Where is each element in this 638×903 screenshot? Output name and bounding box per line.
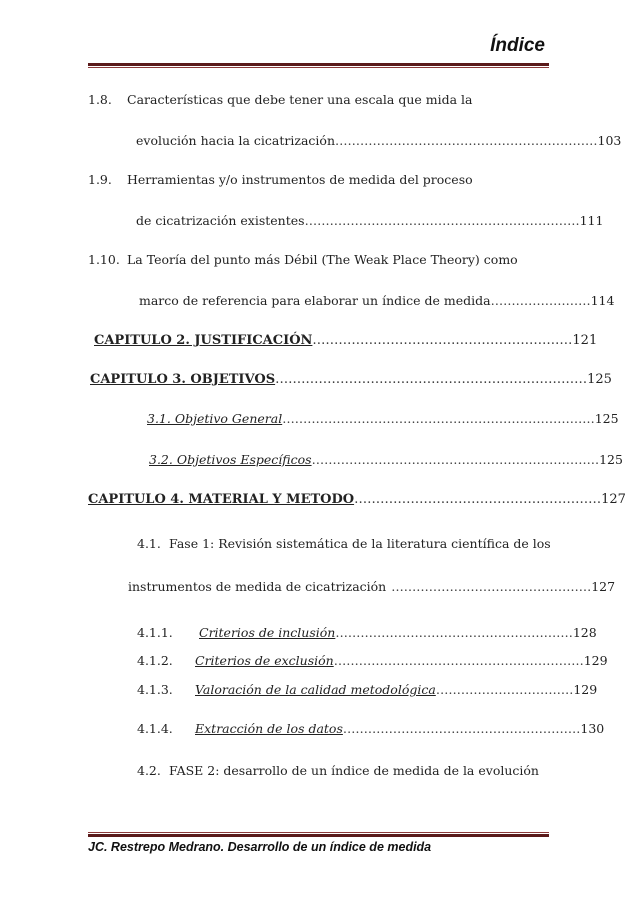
header-divider-thin (88, 67, 549, 68)
toc-page-number: 125 (599, 452, 623, 467)
toc-page-number: 129 (573, 682, 598, 697)
toc-leader-dots: ………………………………………………… (342, 721, 581, 736)
toc-entry-4-1-4-number: 4.1.4. (137, 721, 173, 736)
toc-entry-4-2-number: 4.2. (137, 763, 161, 778)
toc-leader-dots: …………………………… (435, 682, 574, 697)
toc-entry-3-1[interactable] (147, 411, 619, 427)
toc-entry-4-1-title-line2: instrumentos de medida de cicatrización (128, 579, 387, 594)
toc-entry-1-10-number: 1.10. (88, 252, 120, 267)
toc-leader-dots: …………………… (490, 293, 591, 308)
toc-entry-4-1-4-title: Extracción de los datos (195, 721, 343, 736)
toc-entry-1-10-title-line1: La Teoría del punto más Débil (The Weak Place Theory) como (127, 252, 518, 267)
page-header-title: Índice (490, 35, 545, 56)
toc-entry-1-9-title-line2: de cicatrización existentes (136, 213, 305, 228)
toc-chapter-2[interactable] (94, 333, 597, 349)
toc-page-number: 130 (580, 721, 605, 736)
toc-leader-dots: ………………………………………………… (335, 625, 573, 640)
toc-entry-4-1-2-title: Criterios de exclusión (195, 653, 334, 668)
toc-leader-dots: …………………………………………………… (312, 333, 573, 348)
toc-chapter-3[interactable] (90, 372, 612, 388)
footer-divider (88, 834, 549, 837)
toc-entry-1-8-title-line1: Características que debe tener una escala que mida la (127, 92, 473, 107)
toc-chapter-4-title: CAPITULO 4. MATERIAL Y METODO (88, 492, 355, 507)
toc-entry-4-1-number: 4.1. (137, 536, 161, 551)
toc-entry-4-1-1-title: Criterios de inclusión (199, 625, 336, 640)
toc-page-number: 128 (572, 625, 597, 640)
toc-entry-1-10-title-line2: marco de referencia para elaborar un índice de medida (139, 293, 491, 308)
toc-page-number: 129 (583, 653, 608, 668)
toc-entry-4-2-title-line1[interactable]: FASE 2: desarrollo de un índice de medida de la evolución (169, 763, 539, 778)
toc-leader-dots: ………………………………………………………… (304, 213, 580, 228)
toc-entry-3-2-title: 3.2. Objetivos Específicos (149, 452, 312, 467)
header-divider (88, 63, 549, 66)
toc-entry-1-9-number: 1.9. (88, 172, 112, 187)
toc-entry-4-1-2[interactable] (195, 653, 608, 669)
toc-leader-dots: ………………………………………………………………… (282, 411, 595, 426)
toc-entry-1-8-title-line2: evolución hacia la cicatrización (136, 133, 335, 148)
toc-leader-dots: ……………………………………………………………… (275, 372, 588, 387)
toc-entry-4-1-title-line1: Fase 1: Revisión sistemática de la literatura científica de los (169, 536, 551, 551)
toc-entry-3-2[interactable] (149, 452, 623, 468)
toc-chapter-2-title: CAPITULO 2. JUSTIFICACIÓN (94, 333, 313, 348)
toc-entry-4-1-1[interactable] (199, 625, 597, 641)
toc-entry-4-1-3-number: 4.1.3. (137, 682, 173, 697)
toc-page-number: 114 (590, 293, 615, 308)
toc-entry-1-9-title-line1: Herramientas y/o instrumentos de medida del proceso (127, 172, 473, 187)
toc-leader-dots: …………………………………………………………… (311, 452, 600, 467)
footer-divider-thin (88, 832, 549, 833)
toc-entry-1-9[interactable] (136, 213, 603, 229)
toc-chapter-3-title: CAPITULO 3. OBJETIVOS (90, 372, 276, 387)
toc-chapter-4[interactable] (88, 492, 626, 508)
toc-leader-dots: ……………………………………………………… (335, 133, 598, 148)
toc-entry-4-1-1-number: 4.1.1. (137, 625, 173, 640)
toc-page-number: 127 (591, 579, 616, 594)
toc-entry-1-8[interactable] (136, 133, 621, 149)
toc-page-number: 125 (587, 372, 612, 387)
toc-page-number: 103 (597, 133, 622, 148)
toc-leader-dots: …………………………………………………… (333, 653, 584, 668)
toc-entry-1-8-number: 1.8. (88, 92, 112, 107)
toc-entry-3-1-title: 3.1. Objetivo General (147, 411, 283, 426)
toc-leader-dots: ………………………………………… (391, 579, 592, 594)
toc-entry-4-1[interactable] (128, 579, 615, 595)
toc-entry-4-1-3[interactable] (195, 682, 597, 698)
toc-page-number: 121 (572, 333, 598, 348)
page-footer-text: JC. Restrepo Medrano. Desarrollo de un índice de medida (88, 840, 432, 854)
toc-entry-4-1-3-title: Valoración de la calidad metodológica (195, 682, 436, 697)
toc-entry-4-1-4[interactable] (195, 721, 604, 737)
toc-page-number: 125 (594, 411, 619, 426)
toc-entry-4-1-2-number: 4.1.2. (137, 653, 173, 668)
toc-leader-dots: ………………………………………………… (354, 492, 602, 507)
toc-page-number: 127 (601, 492, 626, 507)
toc-entry-1-10[interactable] (139, 293, 614, 309)
toc-page-number: 111 (579, 213, 604, 228)
